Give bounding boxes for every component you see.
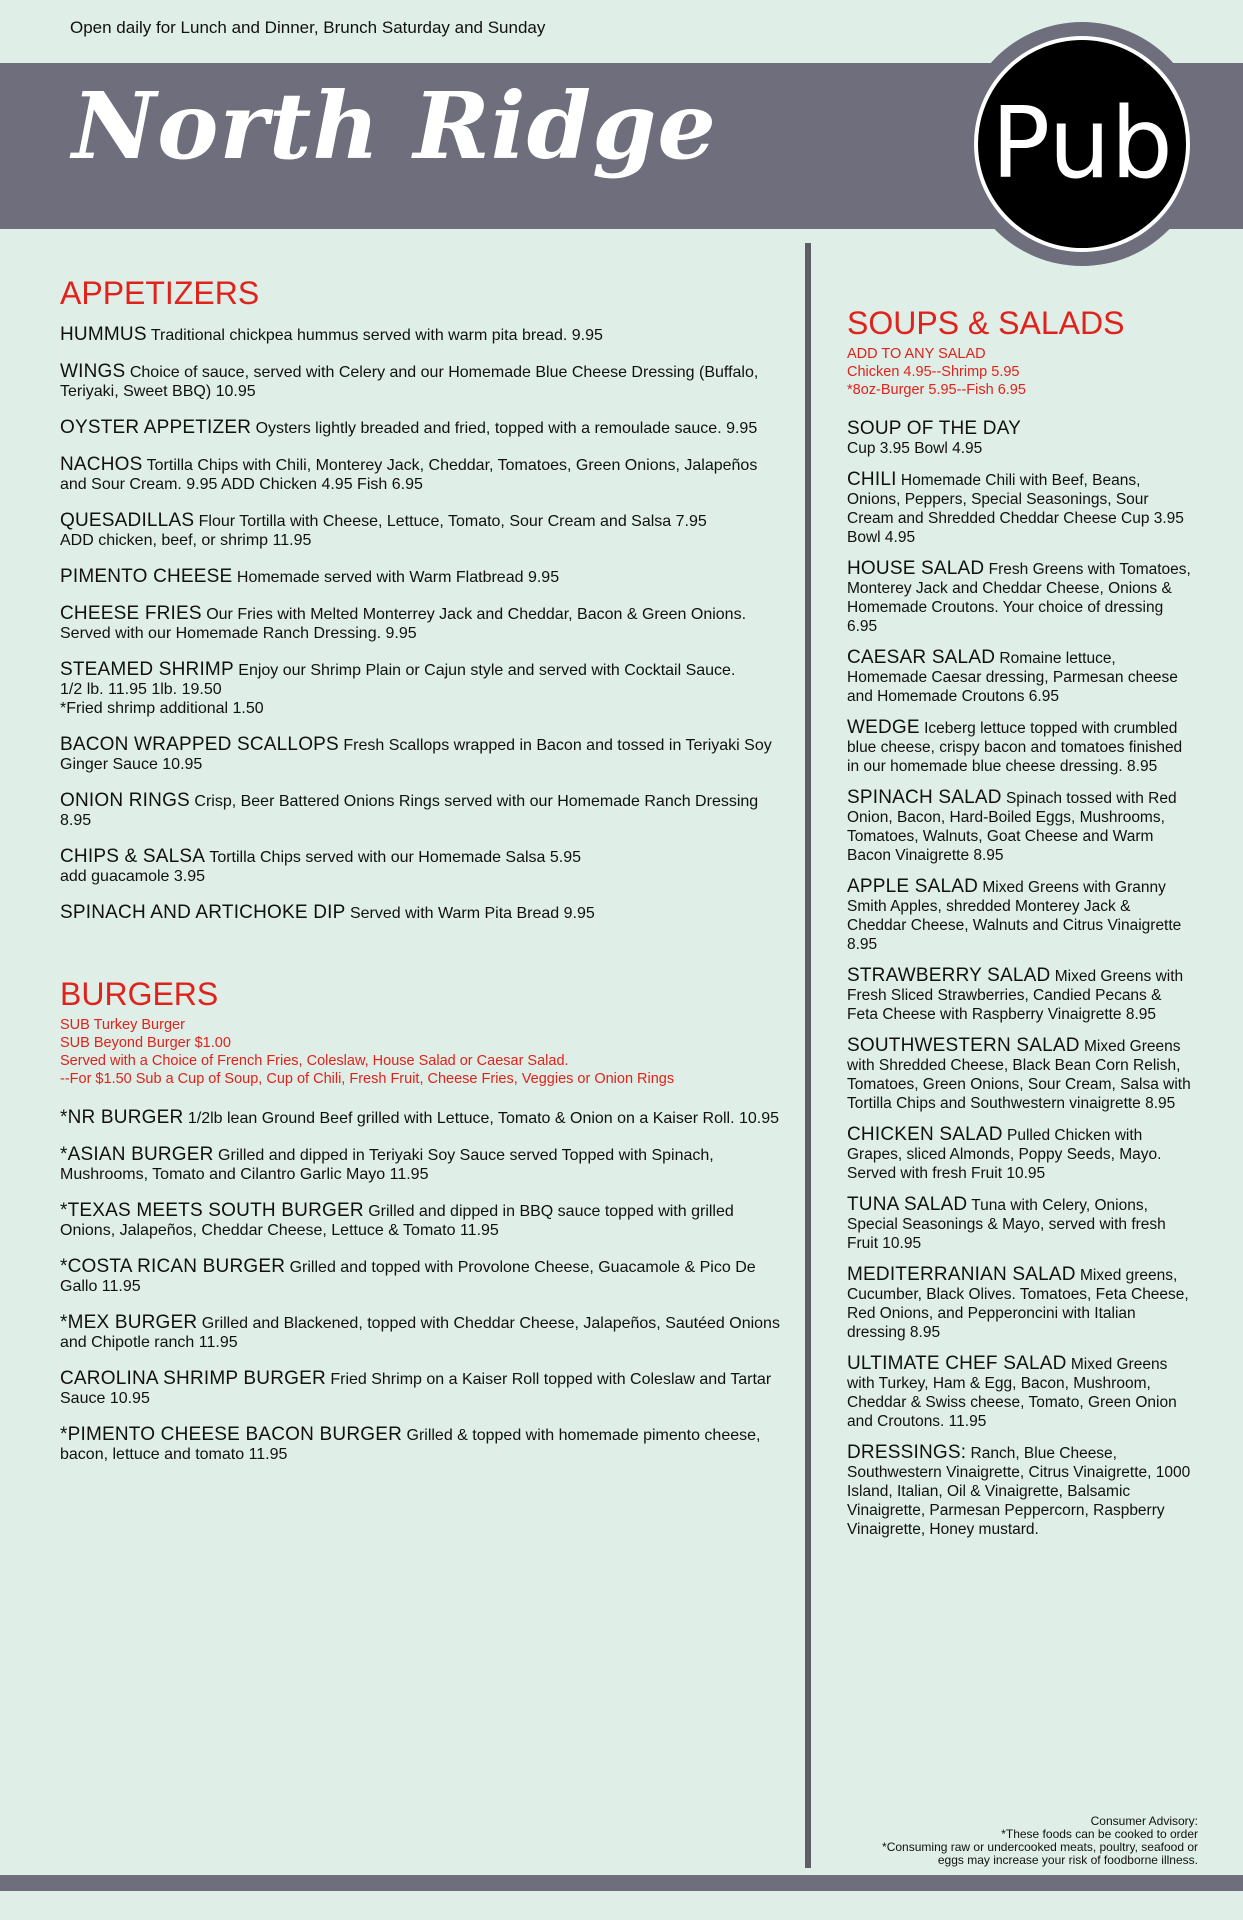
footer-bar xyxy=(0,1875,1243,1891)
item-name: CHEESE FRIES xyxy=(60,603,202,625)
item-desc: Enjoy our Shrimp Plain or Cajun style and served with Cocktail Sauce. 1/2 lb. 11.95 1lb. 19.50 *Fried shrimp additional 1.50 xyxy=(60,662,736,718)
item-desc: Mixed Greens with Granny Smith Apples, shredded Monterey Jack & Cheddar Cheese, Walnuts and Citrus Vinaigrette 8.95 xyxy=(847,879,1182,954)
menu-item xyxy=(847,1195,1192,1253)
menu-item xyxy=(60,418,785,438)
menu-item xyxy=(60,1201,785,1240)
item-name: *TEXAS MEETS SOUTH BURGER xyxy=(60,1200,364,1222)
appetizers-title: APPETIZERS xyxy=(60,275,260,311)
item-desc: Tuna with Celery, Onions, Special Seasonings & Mayo, served with fresh Fruit 10.95 xyxy=(847,1197,1166,1253)
right-column xyxy=(847,306,1192,1551)
tagline: Open daily for Lunch and Dinner, Brunch Saturday and Sunday xyxy=(70,18,546,37)
item-name: STRAWBERRY SALAD xyxy=(847,965,1051,987)
restaurant-name: North Ridge xyxy=(72,72,717,180)
item-name: STEAMED SHRIMP xyxy=(60,659,234,681)
menu-item xyxy=(847,1125,1192,1183)
burgers-section xyxy=(60,977,785,1464)
item-desc: Grilled and dipped in BBQ sauce topped with grilled Onions, Jalapeños, Cheddar Cheese, Lettuce & Tomato 11.95 xyxy=(60,1203,734,1240)
menu-item xyxy=(60,903,785,923)
item-name: BACON WRAPPED SCALLOPS xyxy=(60,734,339,756)
appetizers-section xyxy=(60,276,785,923)
item-desc: Pulled Chicken with Grapes, sliced Almonds, Poppy Seeds, Mayo. Served with fresh Fruit 10.95 xyxy=(847,1127,1162,1183)
item-desc: Mixed Greens with Shredded Cheese, Black Bean Corn Relish, Tomatoes, Green Onions, Sour Cream, Salsa with Tortilla Chips and Southwestern vinaigrette 8.95 xyxy=(847,1038,1191,1113)
item-name: CHICKEN SALAD xyxy=(847,1124,1003,1146)
item-desc: Mixed greens, Cucumber, Black Olives. Tomatoes, Feta Cheese, Red Onions, and Pepperoncini with Italian dressing 8.95 xyxy=(847,1267,1189,1342)
item-name: OYSTER APPETIZER xyxy=(60,417,252,439)
menu-item xyxy=(847,966,1192,1024)
item-desc: Mixed Greens with Turkey, Ham & Egg, Bacon, Mushroom, Cheddar & Swiss cheese, Tomato, Green Onion and Croutons. 11.95 xyxy=(847,1356,1177,1431)
item-desc: Fresh Greens with Tomatoes, Monterey Jack and Cheddar Cheese, Onions & Homemade Croutons. Your choice of dressing 6.95 xyxy=(847,561,1191,636)
menu-item xyxy=(60,604,785,643)
item-name: DRESSINGS: xyxy=(847,1442,967,1464)
item-desc: Grilled and topped with Provolone Cheese, Guacamole & Pico De Gallo 11.95 xyxy=(60,1259,756,1296)
item-desc: Crisp, Beer Battered Onions Rings served with our Homemade Ranch Dressing 8.95 xyxy=(60,793,759,830)
item-name: QUESADILLAS xyxy=(60,510,195,532)
item-name: HOUSE SALAD xyxy=(847,558,985,580)
item-name: CHILI xyxy=(847,469,897,491)
item-name: *ASIAN BURGER xyxy=(60,1144,214,1166)
item-name: SPINACH AND ARTICHOKE DIP xyxy=(60,902,346,924)
consumer-advisory: Consumer Advisory: *These foods can be cooked to order *Consuming raw or undercooked meats, poultry, seafood or eggs may increase your risk of foodborne illness. xyxy=(882,1814,1198,1867)
item-desc: Grilled and Blackened, topped with Cheddar Cheese, Jalapeños, Sautéed Onions and Chipotle ranch 11.95 xyxy=(60,1315,780,1352)
menu-item xyxy=(60,455,785,494)
menu-item xyxy=(847,877,1192,954)
menu-item xyxy=(60,1313,785,1352)
item-name: CAROLINA SHRIMP BURGER xyxy=(60,1368,326,1390)
item-name: WEDGE xyxy=(847,717,920,739)
item-name: ONION RINGS xyxy=(60,790,190,812)
item-desc: Homemade Chili with Beef, Beans, Onions, Peppers, Special Seasonings, Sour Cream and Shredded Cheddar Cheese Cup 3.95 Bowl 4.95 xyxy=(847,472,1184,547)
item-name: SOUTHWESTERN SALAD xyxy=(847,1035,1080,1057)
menu-item xyxy=(60,1369,785,1408)
menu-item xyxy=(60,567,785,587)
item-desc: Flour Tortilla with Cheese, Lettuce, Tomato, Sour Cream and Salsa 7.95 ADD chicken, beef, or shrimp 11.95 xyxy=(60,513,707,550)
item-name: SPINACH SALAD xyxy=(847,787,1002,809)
item-desc: Choice of sauce, served with Celery and our Homemade Blue Cheese Dressing (Buffalo, Teriyaki, Sweet BBQ) 10.95 xyxy=(60,364,759,401)
menu-item xyxy=(60,1425,785,1464)
item-desc: Grilled and dipped in Teriyaki Soy Sauce served Topped with Spinach, Mushrooms, Tomato and Cilantro Garlic Mayo 11.95 xyxy=(60,1147,714,1184)
item-name: MEDITERRANIAN SALAD xyxy=(847,1264,1076,1286)
item-desc: Tortilla Chips served with our Homemade Salsa 5.95 add guacamole 3.95 xyxy=(60,849,582,886)
menu-item xyxy=(60,791,785,830)
item-desc: 1/2lb lean Ground Beef grilled with Lettuce, Tomato & Onion on a Kaiser Roll. 10.95 xyxy=(183,1110,780,1128)
item-desc: Oysters lightly breaded and fried, topped with a remoulade sauce. 9.95 xyxy=(251,420,758,438)
item-desc: Spinach tossed with Red Onion, Bacon, Hard-Boiled Eggs, Mushrooms, Tomatoes, Walnuts, Goat Cheese and Warm Bacon Vinaigrette 8.95 xyxy=(847,790,1177,865)
item-desc: Cup 3.95 Bowl 4.95 xyxy=(847,440,983,458)
item-name: NACHOS xyxy=(60,454,143,476)
pub-badge-text: Pub xyxy=(991,87,1173,201)
menu-item xyxy=(60,511,785,550)
item-name: TUNA SALAD xyxy=(847,1194,968,1216)
item-desc: Iceberg lettuce topped with crumbled blue cheese, crispy bacon and tomatoes finished in our homemade blue cheese dressing. 8.95 xyxy=(847,720,1183,776)
item-desc: Served with Warm Pita Bread 9.95 xyxy=(345,905,595,923)
item-name: CHIPS & SALSA xyxy=(60,846,206,868)
item-desc: Ranch, Blue Cheese, Southwestern Vinaigrette, Citrus Vinaigrette, 1000 Island, Italian, Oil & Vinaigrette, Balsamic Vinaigrette, Parmesan Peppercorn, Raspberry Vinaigrette, Honey mustard. xyxy=(847,1445,1191,1539)
burgers-title: BURGERS xyxy=(60,976,219,1013)
menu-item xyxy=(60,1108,785,1128)
item-name: *COSTA RICAN BURGER xyxy=(60,1256,286,1278)
item-desc: Traditional chickpea hummus served with warm pita bread. 9.95 xyxy=(146,327,603,345)
menu-item xyxy=(847,718,1192,776)
item-name: SOUP OF THE DAY xyxy=(847,418,1022,440)
menu-item xyxy=(60,847,785,886)
item-name: APPLE SALAD xyxy=(847,876,979,898)
menu-item xyxy=(847,419,1192,458)
menu-item xyxy=(60,735,785,774)
item-desc: Mixed Greens with Fresh Sliced Strawberries, Candied Pecans & Feta Cheese with Raspberry Vinaigrette 8.95 xyxy=(847,968,1184,1024)
item-name: PIMENTO CHEESE xyxy=(60,566,233,588)
item-name: *MEX BURGER xyxy=(60,1312,198,1334)
menu-item xyxy=(60,362,785,401)
menu-item xyxy=(60,1145,785,1184)
column-divider xyxy=(805,243,811,1868)
item-desc: Tortilla Chips with Chili, Monterey Jack, Cheddar, Tomatoes, Green Onions, Jalapeños and Sour Cream. 9.95 ADD Chicken 4.95 Fish 6.95 xyxy=(60,457,758,494)
item-name: WINGS xyxy=(60,361,126,383)
menu-item xyxy=(60,325,785,345)
item-name: *NR BURGER xyxy=(60,1107,184,1129)
menu-item xyxy=(847,1036,1192,1113)
menu-item xyxy=(847,1443,1192,1539)
menu-item xyxy=(847,648,1192,706)
menu-item xyxy=(847,559,1192,636)
pub-badge xyxy=(974,36,1190,252)
burgers-note: SUB Turkey Burger SUB Beyond Burger $1.00 Served with a Choice of French Fries, Coleslaw, House Salad or Caesar Salad. --For $1.50 Sub a Cup of Soup, Cup of Chili, Fresh Fruit, Cheese Fries, Veggies or Onion Rings xyxy=(60,1017,675,1088)
item-desc: Grilled & topped with homemade pimento cheese, bacon, lettuce and tomato 11.95 xyxy=(60,1427,761,1464)
item-name: ULTIMATE CHEF SALAD xyxy=(847,1353,1067,1375)
left-column xyxy=(60,276,785,1481)
menu-item xyxy=(60,1257,785,1296)
item-name: HUMMUS xyxy=(60,324,147,346)
item-desc: Our Fries with Melted Monterrey Jack and Cheddar, Bacon & Green Onions. Served with our Homemade Ranch Dressing. 9.95 xyxy=(60,606,747,643)
soups-salads-note: ADD TO ANY SALAD Chicken 4.95--Shrimp 5.95 *8oz-Burger 5.95--Fish 6.95 xyxy=(847,346,1026,399)
item-desc: Fried Shrimp on a Kaiser Roll topped with Coleslaw and Tartar Sauce 10.95 xyxy=(60,1371,772,1408)
menu-item xyxy=(847,788,1192,865)
soups-salads-title: SOUPS & SALADS xyxy=(847,305,1125,341)
item-desc: Romaine lettuce, Homemade Caesar dressing, Parmesan cheese and Homemade Croutons 6.95 xyxy=(847,650,1178,706)
menu-item xyxy=(847,1354,1192,1431)
menu-item xyxy=(60,660,785,718)
item-desc: Homemade served with Warm Flatbread 9.95 xyxy=(232,569,560,587)
item-desc: Fresh Scallops wrapped in Bacon and tossed in Teriyaki Soy Ginger Sauce 10.95 xyxy=(60,737,772,774)
item-name: *PIMENTO CHEESE BACON BURGER xyxy=(60,1424,403,1446)
item-name: CAESAR SALAD xyxy=(847,647,996,669)
menu-item xyxy=(847,1265,1192,1342)
menu-item xyxy=(847,470,1192,547)
